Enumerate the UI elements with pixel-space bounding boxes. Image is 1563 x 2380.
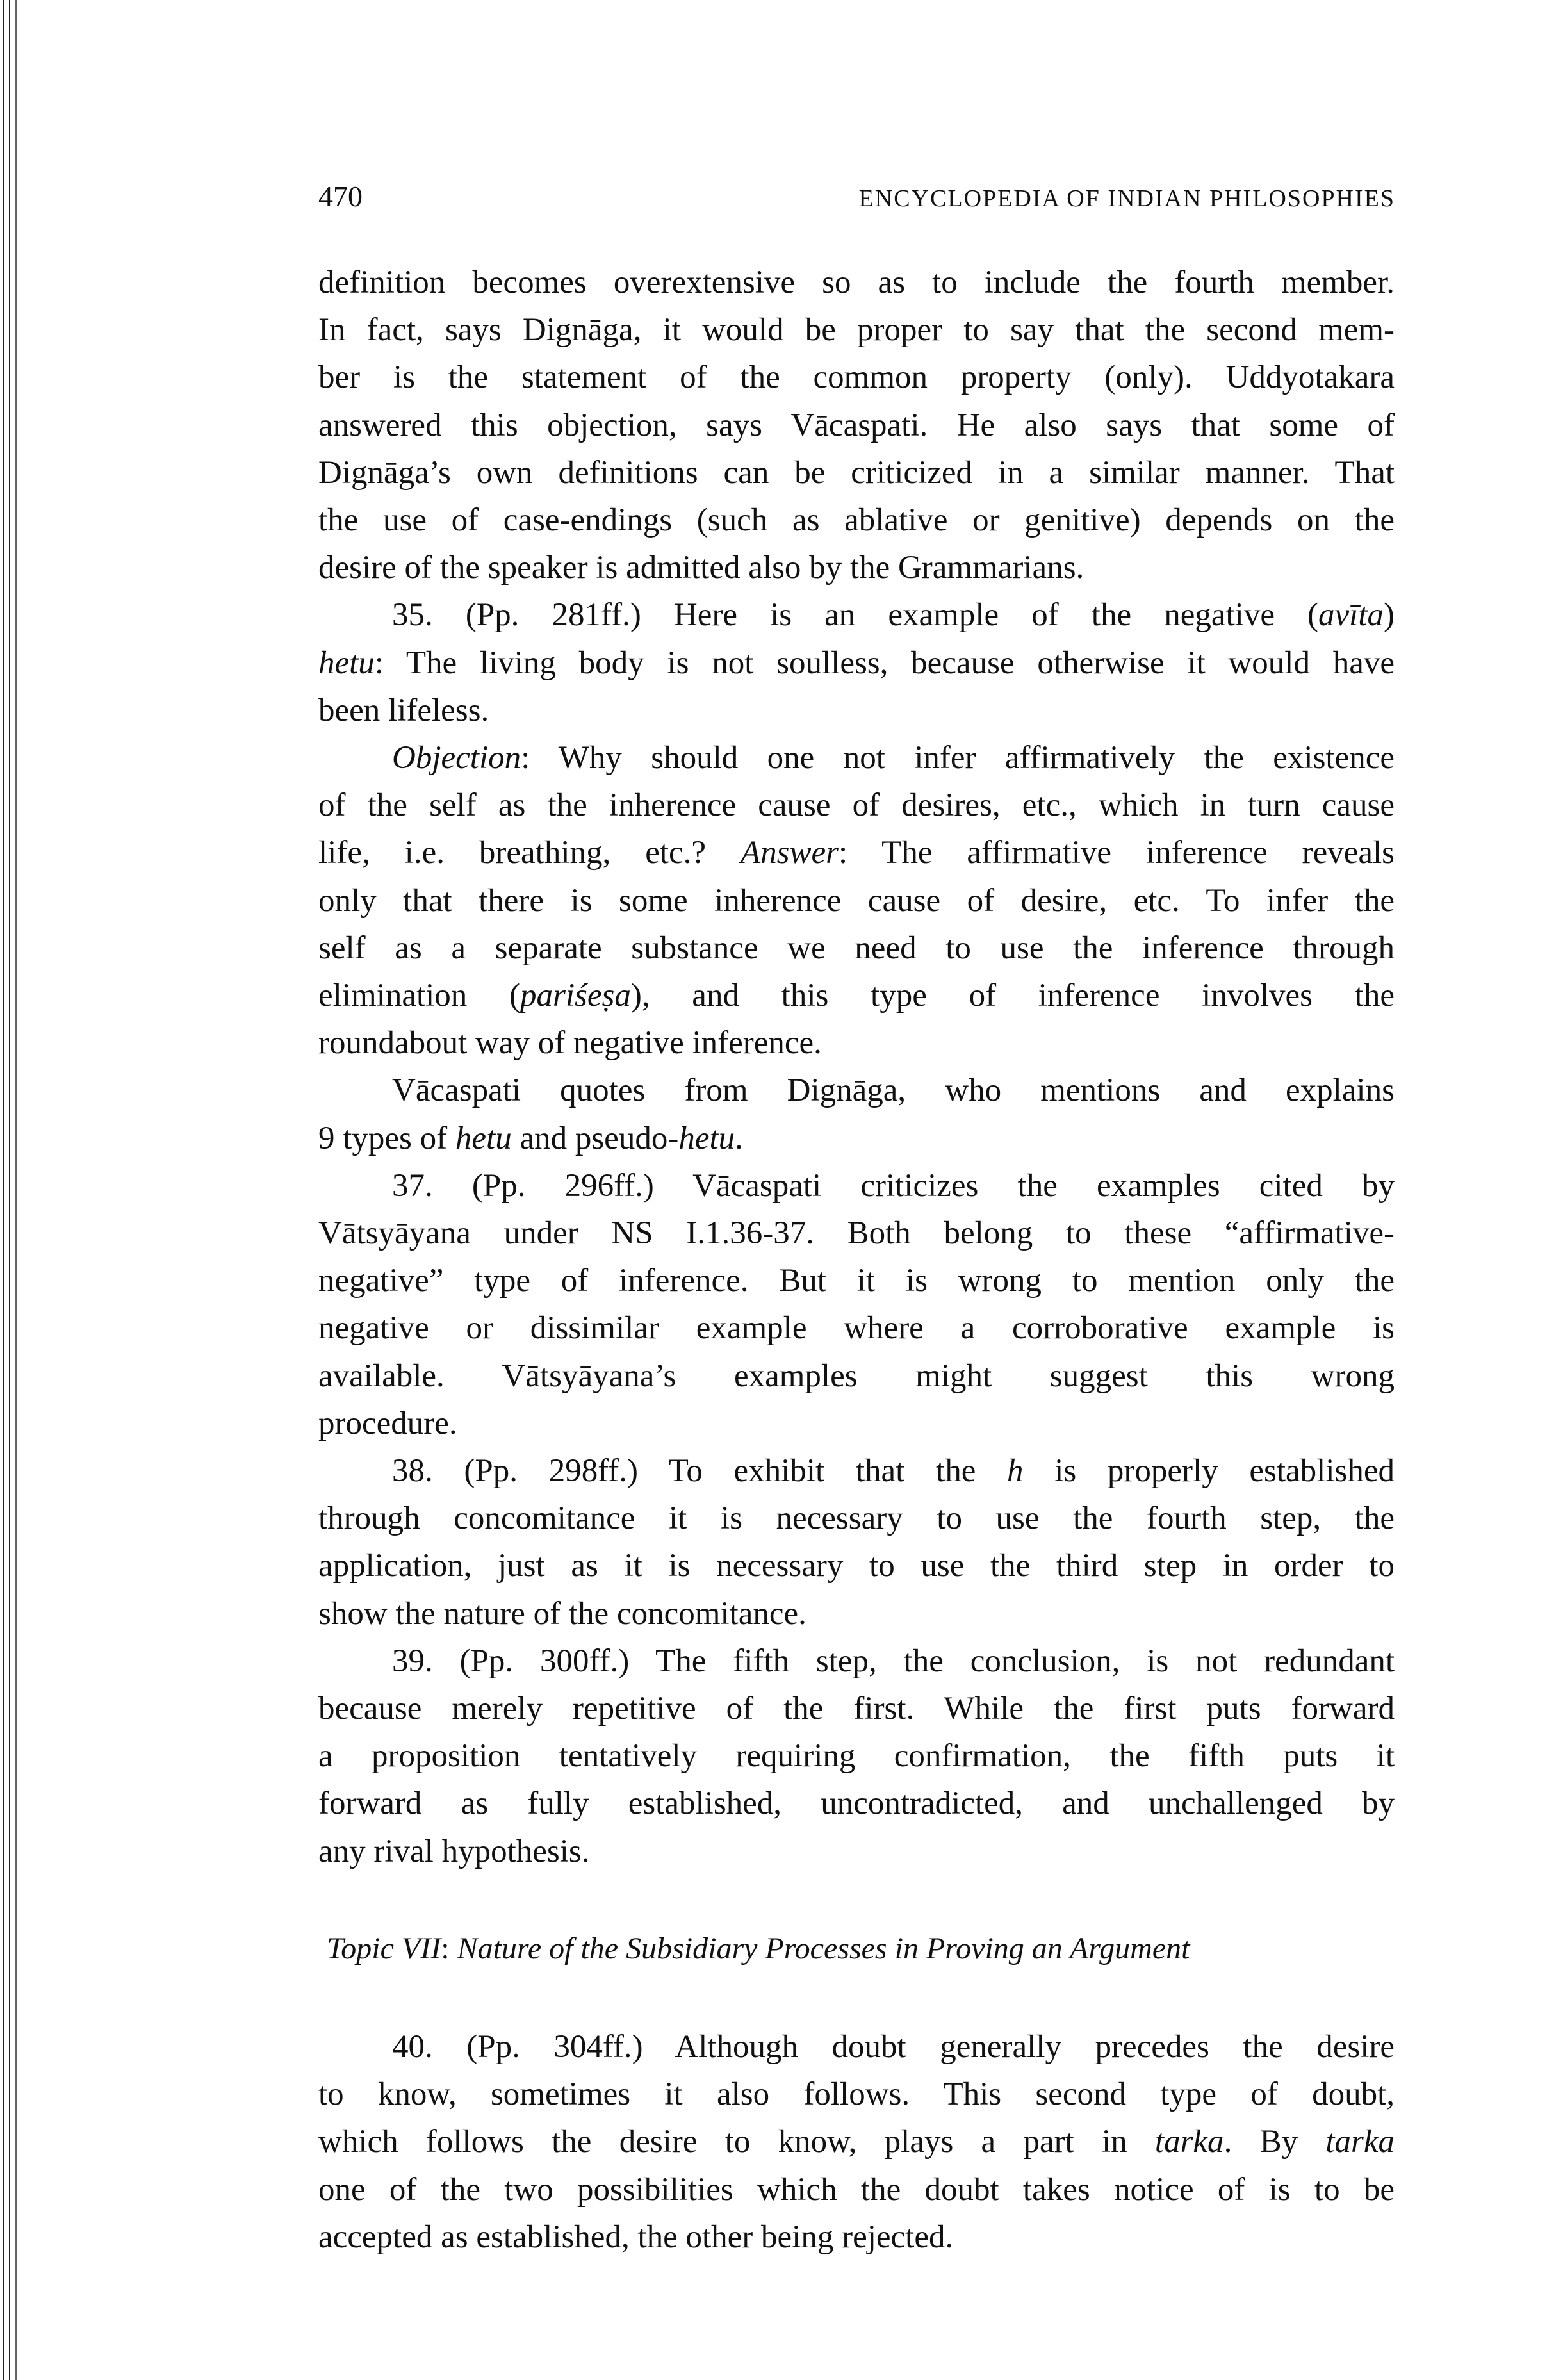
text-run: self as a separate substance we need to use the inference through [318, 930, 1395, 966]
text-run: a proposition tentatively requiring confirmation, the fifth puts it [318, 1738, 1395, 1775]
text-run: which follows the desire to know, plays a part in [318, 2124, 1155, 2160]
text-line [318, 544, 1395, 591]
italic-term: Answer [740, 835, 839, 871]
text-run: 37. (Pp. 296ff.) Vācaspati criticizes the examples cited by [392, 1167, 1395, 1204]
text-run: elimination ( [318, 978, 520, 1014]
text-line [318, 687, 1395, 734]
text-run: ), and this type of inference involves the [630, 978, 1395, 1014]
text-run: answered this objection, says Vācaspati. He also says that some of [318, 407, 1395, 443]
text-run: . By [1223, 2124, 1326, 2160]
text-run: one of the two possibilities which the doubt takes notice of is to be [318, 2171, 1395, 2208]
text-run: Vācaspati quotes from Dignāga, who mentions and explains [392, 1072, 1395, 1109]
italic-term: hetu [455, 1120, 512, 1156]
text-run: life, i.e. breathing, etc.? [318, 835, 741, 871]
text-run: : Why should one not infer affirmatively the existence [521, 740, 1395, 776]
text-run: and pseudo- [511, 1120, 679, 1156]
text-run: 38. (Pp. 298ff.) To exhibit that the [392, 1453, 1008, 1489]
text-run: : The living body is not soulless, because otherwise it would have [374, 644, 1395, 681]
topic-label: Topic VII [327, 1932, 441, 1966]
text-line [318, 972, 1395, 1019]
text-run: roundabout way of negative inference. [318, 1025, 822, 1062]
text-run: of the self as the inherence cause of desires, etc., which in turn cause [318, 787, 1395, 824]
italic-term: h [1007, 1453, 1024, 1489]
text-line [318, 1019, 1395, 1067]
text-line [318, 1304, 1395, 1352]
italic-term: avīta [1318, 597, 1384, 634]
text-line [318, 2071, 1395, 2118]
text-line [318, 306, 1395, 354]
text-line [318, 1542, 1395, 1589]
text-run: Vātsyāyana under NS I.1.36-37. Both belong to these “affirmative- [318, 1215, 1395, 1251]
text-line [318, 1210, 1395, 1257]
text-line [318, 2166, 1395, 2213]
text-run: to know, sometimes it also follows. This second type of doubt, [318, 2076, 1395, 2113]
text-line [318, 1257, 1395, 1304]
text-line [318, 1732, 1395, 1780]
text-run: is properly established [1023, 1453, 1395, 1489]
text-run: ) [1384, 597, 1395, 634]
text-line [318, 1685, 1395, 1732]
italic-term: Objection [392, 740, 521, 776]
text-line [318, 829, 1395, 876]
text-line [318, 1352, 1395, 1400]
text-line [318, 924, 1395, 972]
text-run: been lifeless. [318, 692, 489, 728]
text-line [392, 1447, 1395, 1495]
text-line [392, 1067, 1395, 1114]
text-run: through concomitance it is necessary to use the fourth step, the [318, 1500, 1395, 1537]
text-run: application, just as it is necessary to use the third step in order to [318, 1548, 1395, 1584]
book-spine-edge [15, 0, 17, 2380]
book-spine-edge [3, 0, 4, 2380]
italic-term: hetu [318, 644, 375, 681]
text-line [392, 1637, 1395, 1685]
text-line [318, 402, 1395, 449]
text-line [318, 1495, 1395, 1542]
text-line [318, 782, 1395, 829]
text-line [318, 2118, 1395, 2165]
text-line [318, 1780, 1395, 1827]
text-line [318, 2213, 1395, 2261]
section-heading [327, 1931, 1190, 1966]
text-run: 39. (Pp. 300ff.) The fifth step, the conclusion, is not redundant [392, 1643, 1395, 1679]
text-run: only that there is some inherence cause of desire, etc. To infer the [318, 882, 1395, 919]
text-run: definition becomes overextensive so as to include the fourth member. [318, 265, 1395, 300]
text-run: negative or dissimilar example where a corroborative example is [318, 1310, 1395, 1347]
text-run: accepted as established, the other being rejected. [318, 2219, 954, 2255]
text-line [318, 1400, 1395, 1447]
text-run: 40. (Pp. 304ff.) Although doubt generally precedes the desire [392, 2029, 1395, 2065]
italic-term: hetu [678, 1120, 735, 1156]
text-run: forward as fully established, uncontradicted, and unchallenged by [318, 1785, 1395, 1822]
text-line [318, 259, 1395, 306]
text-run: desire of the speaker is admitted also by the Grammarians. [318, 550, 1084, 586]
text-run: In fact, says Dignāga, it would be proper to say that the second mem- [318, 312, 1395, 349]
italic-term: tarka [1154, 2124, 1224, 2160]
text-run: Dignāga’s own definitions can be criticized in a similar manner. That [318, 454, 1395, 491]
running-head: ENCYCLOPEDIA OF INDIAN PHILOSOPHIES [858, 185, 1395, 212]
text-run: negative” type of inference. But it is wrong to mention only the [318, 1263, 1395, 1299]
text-line [318, 497, 1395, 544]
text-line [318, 1115, 1395, 1162]
text-line [318, 354, 1395, 401]
text-run: the use of case-endings (such as ablative or genitive) depends on the [318, 502, 1395, 538]
text-line [392, 591, 1395, 639]
text-line [392, 2023, 1395, 2071]
text-run: procedure. [318, 1405, 457, 1441]
text-line [318, 1828, 1395, 1875]
book-spine-edge [9, 0, 10, 2380]
text-run: 35. (Pp. 281ff.) Here is an example of the negative ( [392, 597, 1319, 634]
text-line [318, 1590, 1395, 1637]
text-run: available. Vātsyāyana’s examples might suggest this wrong [318, 1358, 1395, 1394]
italic-term: tarka [1325, 2124, 1395, 2160]
text-run: 9 types of [318, 1120, 455, 1156]
page-number: 470 [318, 180, 363, 213]
topic-title: Nature of the Subsidiary Processes in Proving an Argument [457, 1932, 1190, 1966]
text-run: show the nature of the concomitance. [318, 1595, 806, 1632]
text-line [392, 1162, 1395, 1210]
text-line [318, 639, 1395, 687]
text-run: ber is the statement of the common property (only). Uddyotakara [318, 359, 1395, 396]
text-run: : The affirmative inference reveals [838, 835, 1395, 871]
italic-term: pariśeṣa [520, 978, 631, 1014]
text-run: . [735, 1120, 743, 1156]
text-line [392, 734, 1395, 782]
text-line [318, 449, 1395, 497]
topic-separator: : [441, 1932, 457, 1966]
text-run: because merely repetitive of the first. While the first puts forward [318, 1691, 1395, 1727]
text-line [318, 877, 1395, 924]
text-run: any rival hypothesis. [318, 1833, 590, 1869]
